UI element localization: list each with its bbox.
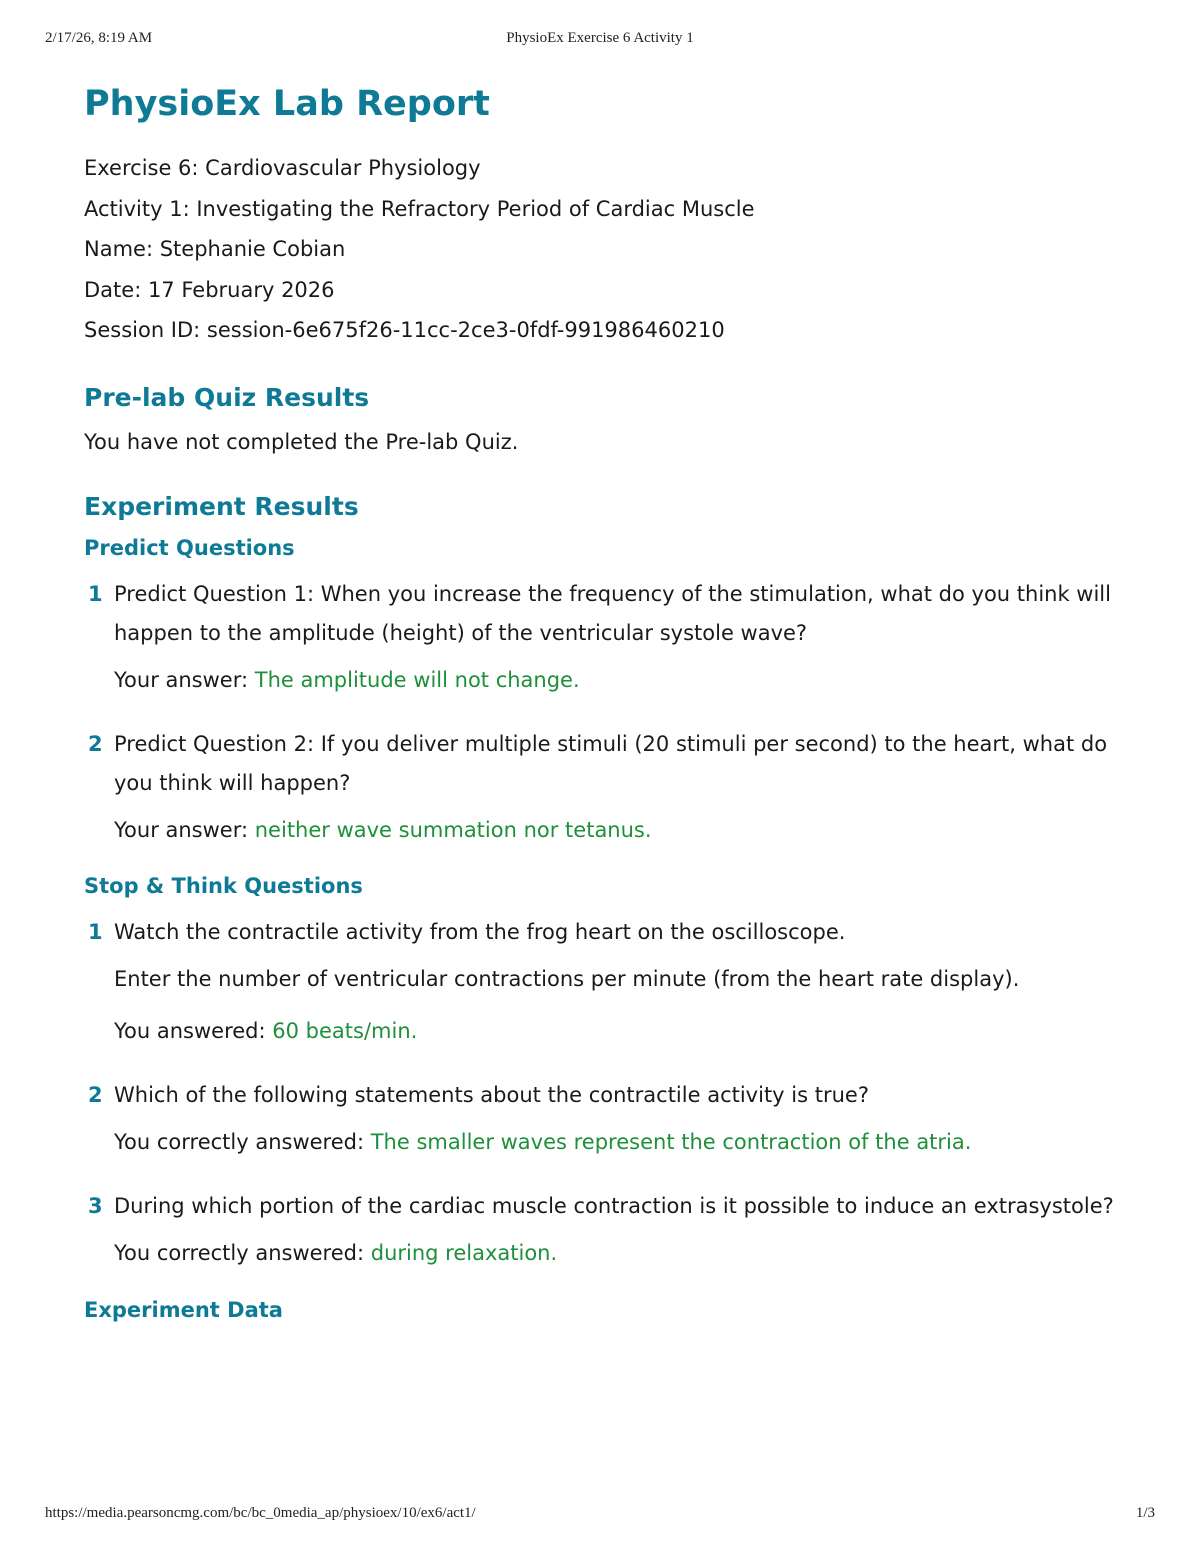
question-number: 2 — [88, 1082, 103, 1107]
predict-question-item — [84, 725, 1124, 845]
question-text: Watch the contractile activity from the frog heart on the oscilloscope. — [114, 919, 846, 944]
report-meta — [84, 148, 1124, 351]
stop-think-question-list — [84, 913, 1124, 1268]
answer-value: neither wave summation nor tetanus. — [254, 817, 652, 842]
question-number: 2 — [88, 731, 103, 756]
answer-value: The amplitude will not change. — [254, 667, 580, 692]
report-title: PhysioEx Lab Report — [84, 84, 490, 124]
stop-think-question-item — [84, 913, 1124, 1046]
answer-value: The smaller waves represent the contraction of the atria. — [370, 1129, 972, 1154]
answer-label: You answered: — [114, 1018, 273, 1043]
name-line: Name: Stephanie Cobian — [84, 237, 346, 261]
stop-think-question-item — [84, 1187, 1124, 1268]
answer-label: Your answer: — [114, 667, 255, 692]
answer-line — [114, 1238, 1124, 1268]
stop-think-question-item — [84, 1076, 1124, 1157]
activity-line: Activity 1: Investigating the Refractory Period of Cardiac Muscle — [84, 196, 755, 221]
print-url: https://media.pearsoncmg.com/bc/bc_0media_ap/physioex/10/ex6/act1/ — [45, 1505, 476, 1521]
prelab-heading: Pre-lab Quiz Results — [84, 382, 370, 412]
answer-line — [114, 1127, 1124, 1157]
answer-line — [114, 665, 1124, 695]
answer-line — [114, 815, 1124, 845]
question-text: During which portion of the cardiac muscle contraction is it possible to induce an extrasystole? — [114, 1193, 1114, 1218]
experiment-data-heading: Experiment Data — [84, 1297, 283, 1322]
predict-question-list — [84, 575, 1124, 845]
print-page-title: PhysioEx Exercise 6 Activity 1 — [506, 30, 694, 46]
print-datetime: 2/17/26, 8:19 AM — [45, 30, 153, 46]
experiment-results-heading: Experiment Results — [84, 491, 359, 521]
answer-value: during relaxation. — [370, 1240, 558, 1265]
answer-label: You correctly answered: — [114, 1240, 371, 1265]
question-number: 3 — [88, 1193, 103, 1218]
question-prompt: Enter the number of ventricular contractions per minute (from the heart rate display). — [114, 966, 1020, 991]
question-text: Predict Question 2: If you deliver multiple stimuli (20 stimuli per second) to the heart, what do you think will happen? — [114, 731, 1108, 795]
session-line: Session ID: session-6e675f26-11cc-2ce3-0fdf-991986460210 — [84, 318, 725, 342]
print-page-number: 1/3 — [1135, 1505, 1155, 1521]
question-text: Predict Question 1: When you increase the frequency of the stimulation, what do you think will happen to the amplitude (height) of the ventricular systole wave? — [114, 581, 1111, 645]
stop-think-heading: Stop & Think Questions — [84, 873, 363, 898]
prelab-text: You have not completed the Pre-lab Quiz. — [84, 429, 519, 454]
answer-value: 60 beats/min. — [272, 1018, 418, 1043]
answer-line — [114, 1016, 1124, 1046]
answer-label: Your answer: — [114, 817, 255, 842]
date-line: Date: 17 February 2026 — [84, 277, 335, 302]
question-text: Which of the following statements about the contractile activity is true? — [114, 1082, 869, 1107]
question-number: 1 — [88, 919, 103, 944]
predict-question-item — [84, 575, 1124, 695]
answer-label: You correctly answered: — [114, 1129, 371, 1154]
question-number: 1 — [88, 581, 103, 606]
exercise-line: Exercise 6: Cardiovascular Physiology — [84, 156, 481, 180]
lab-report — [84, 80, 1124, 1325]
predict-questions-heading: Predict Questions — [84, 535, 295, 560]
